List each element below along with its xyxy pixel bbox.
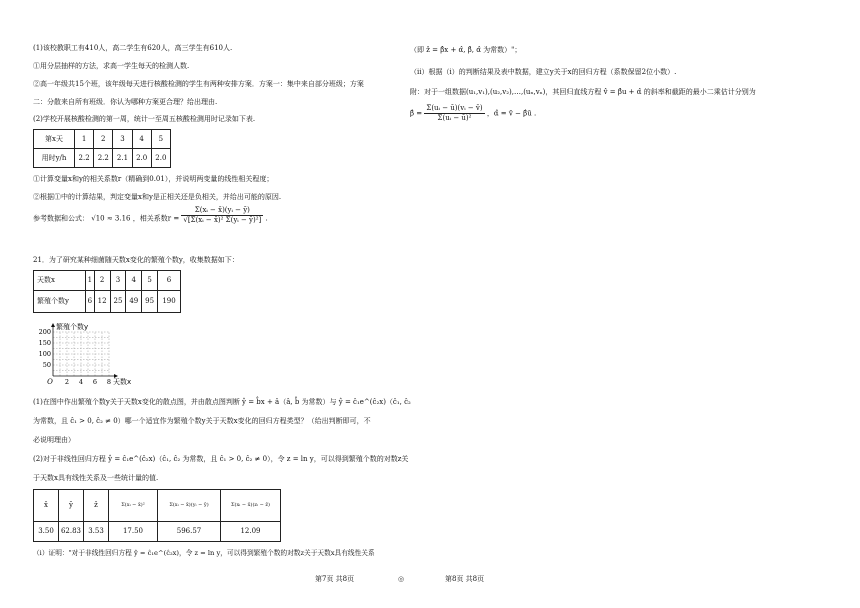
origin-label: O	[47, 378, 53, 386]
x-axis-label: 天数x	[113, 378, 132, 386]
y-tick-label: 150	[38, 339, 51, 347]
q20-part2: (2)学校开展核酸检测的第一周，统计一至周五核酸检测用时记录如下表.	[33, 115, 256, 123]
y-tick-label: 100	[38, 350, 51, 358]
table-testing-time	[33, 129, 171, 168]
x-tick-label: 8	[106, 378, 112, 386]
table-statistics	[33, 489, 281, 542]
table-row	[34, 271, 181, 291]
reference-formula: 参考数据和公式： √10 ≈ 3.16 ，相关系数r = $\frac{\text{Σ(xᵢ − x̄)(yᵢ − ȳ)}}{\text{√[Σ(xᵢ − x̄)² Σ(yᵢ − ȳ)²]}}$ .	[33, 206, 268, 224]
table-cell: 3	[113, 130, 132, 149]
q21-i-continued: （即 ẑ = β̂x + α̂, β̂, α̂ 为常数）"；	[410, 46, 522, 54]
q21-part2-line2: 于天数x具有线性关系及一些统计量的值.	[33, 474, 159, 482]
beta-numerator: Σ(uᵢ − ū)(vᵢ − v̄)	[426, 104, 483, 112]
table-cell: 62.83	[59, 522, 84, 542]
q20-part1-sub2-line2: 二：分散来自所有班级．你认为哪种方案更合理？给出理由.	[33, 98, 218, 106]
table-cell: x̄	[34, 490, 59, 522]
table-row	[34, 149, 171, 168]
table-cell: 95	[142, 291, 158, 313]
table-bacteria	[33, 270, 181, 313]
table-row	[34, 130, 171, 149]
q20-part1: (1)该校教职工有410人，高二学生有620人，高三学生有610人.	[33, 44, 233, 52]
x-tick-label: 4	[78, 378, 84, 386]
table-cell: 5	[142, 271, 158, 291]
table-cell: 3	[110, 271, 126, 291]
table-cell: 3.53	[84, 522, 109, 542]
alpha-formula: ，α̂ = v̄ − β̂ū .	[486, 109, 537, 118]
y-axis-arrow-icon	[51, 323, 55, 327]
table-cell: 2.0	[151, 149, 170, 168]
formula-numerator: Σ(xᵢ − x̄)(yᵢ − ȳ)	[181, 206, 263, 216]
q20-part2-sub1: ①计算变量x和y的相关系数r（精确到0.01），并说明两变量的线性相关程度；	[33, 175, 274, 183]
x-tick-label: 2	[64, 378, 70, 386]
x-tick-label: 6	[92, 378, 98, 386]
beta-fraction	[424, 104, 484, 123]
q21-part2-ii: （ii）根据（i）的判断结果及表中数据，建立y关于x的回归方程（系数保留2位小数）.	[410, 68, 677, 76]
table-cell: 49	[126, 291, 142, 313]
q21-part1-line1: (1)在图中作出繁殖个数y关于天数x变化的散点图，并由散点图判断 ŷ = b̂x + â（â, b̂ 为常数）与 ŷ = ĉ₁e^(ĉ₂x)（ĉ₁, ĉ₂	[33, 398, 411, 406]
table-cell: 17.50	[109, 522, 158, 542]
y-tick-label: 50	[42, 361, 51, 369]
regression-formula	[410, 104, 536, 123]
table-cell: 繁殖个数y	[34, 291, 86, 313]
table-cell: 第x天	[34, 130, 75, 149]
correlation-formula	[181, 206, 263, 225]
table-cell: 3.50	[34, 522, 59, 542]
page-number-left: 第7页 共8页	[315, 575, 355, 583]
q21-part1-line2: 为常数，且 ĉ₁ > 0, ĉ₂ ≠ 0）哪一个适宜作为繁殖个数y关于天数x变化的回归方程类型？（给出判断即可，不	[33, 417, 371, 425]
q21-part2-i: （i）证明："对于非线性回归方程 ŷ = ĉ₁e^(ĉ₂x)，令 z = ln y，可以得到繁殖个数的对数z关于天数x具有线性关系	[33, 549, 375, 557]
sqrt10-value: √10 ≈ 3.16	[91, 214, 131, 223]
table-cell: 6	[158, 271, 181, 291]
table-cell: 5	[151, 130, 170, 149]
table-cell: 4	[132, 130, 151, 149]
table-row	[34, 522, 281, 542]
table-cell: 天数x	[34, 271, 86, 291]
table-cell: 12.09	[221, 522, 281, 542]
table-cell: 596.57	[158, 522, 221, 542]
appendix-text: 附：对于一组数据(u₁,v₁),(u₂,v₂),…,(uₙ,vₙ)，其回归直线方程 v̂ = β̂u + α̂ 的斜率和截距的最小二乘估计分别为	[410, 88, 756, 96]
table-cell: 2.2	[94, 149, 113, 168]
table-cell: Σ(xᵢ − x̄)²	[109, 490, 158, 522]
table-cell: 2.0	[132, 149, 151, 168]
y-tick-label: 200	[38, 328, 51, 336]
q21-part1-line3: 必说明理由）	[33, 436, 75, 444]
table-cell: 190	[158, 291, 181, 313]
q20-part1-sub1: ①用分层抽样的方法，求高一学生每天的检测人数.	[33, 62, 190, 70]
y-axis-label: 繁殖个数y	[56, 323, 89, 331]
center-mark-icon: ◎	[398, 575, 405, 583]
table-cell: Σ(xᵢ − x̄)(yᵢ − ȳ)	[158, 490, 221, 522]
beta-label: β̂ =	[410, 109, 423, 118]
table-row	[34, 490, 281, 522]
q20-part2-sub2: ②根据①中的计算结果，判定变量x和y是正相关还是负相关，并给出可能的原因.	[33, 193, 282, 201]
table-row	[34, 291, 181, 313]
scatter-plot-grid	[33, 318, 133, 390]
table-cell: Σ(xᵢ − x̄)(zᵢ − z̄)	[221, 490, 281, 522]
table-cell: 用时y/h	[34, 149, 75, 168]
page-number-right: 第8页 共8页	[445, 575, 485, 583]
table-cell: 2.1	[113, 149, 132, 168]
table-cell: 2.2	[75, 149, 94, 168]
table-cell: ȳ	[59, 490, 84, 522]
table-cell: 12	[94, 291, 110, 313]
table-cell: 6	[86, 291, 95, 313]
q20-part1-sub2-line1: ②高一年级共15个班，该年级每天进行核酸检测的学生有两种安排方案．方案一：集中来自部分班级；方案	[33, 80, 364, 88]
table-cell: 1	[86, 271, 95, 291]
table-cell: 1	[75, 130, 94, 149]
table-cell: 25	[110, 291, 126, 313]
formula-denominator: √[Σ(xᵢ − x̄)² Σ(yᵢ − ȳ)²]	[183, 215, 262, 224]
beta-denominator: Σ(uᵢ − ū)²	[437, 113, 472, 122]
table-cell: 2	[94, 271, 110, 291]
table-cell: 4	[126, 271, 142, 291]
q21-part2-line1: (2)对于非线性回归方程 ŷ = ĉ₁e^(ĉ₂x)（ĉ₁, ĉ₂ 为常数，且 ĉ₁ > 0, ĉ₂ ≠ 0），令 z = ln y，可以得到繁殖个数的对数z关	[33, 455, 409, 463]
q21-stem: 21．为了研究某种细菌随天数x变化的繁殖个数y，收集数据如下：	[33, 256, 239, 264]
correlation-label: ，相关系数r =	[132, 214, 180, 223]
reference-label: 参考数据和公式：	[33, 214, 89, 223]
table-cell: z̄	[84, 490, 109, 522]
table-cell: 2	[94, 130, 113, 149]
